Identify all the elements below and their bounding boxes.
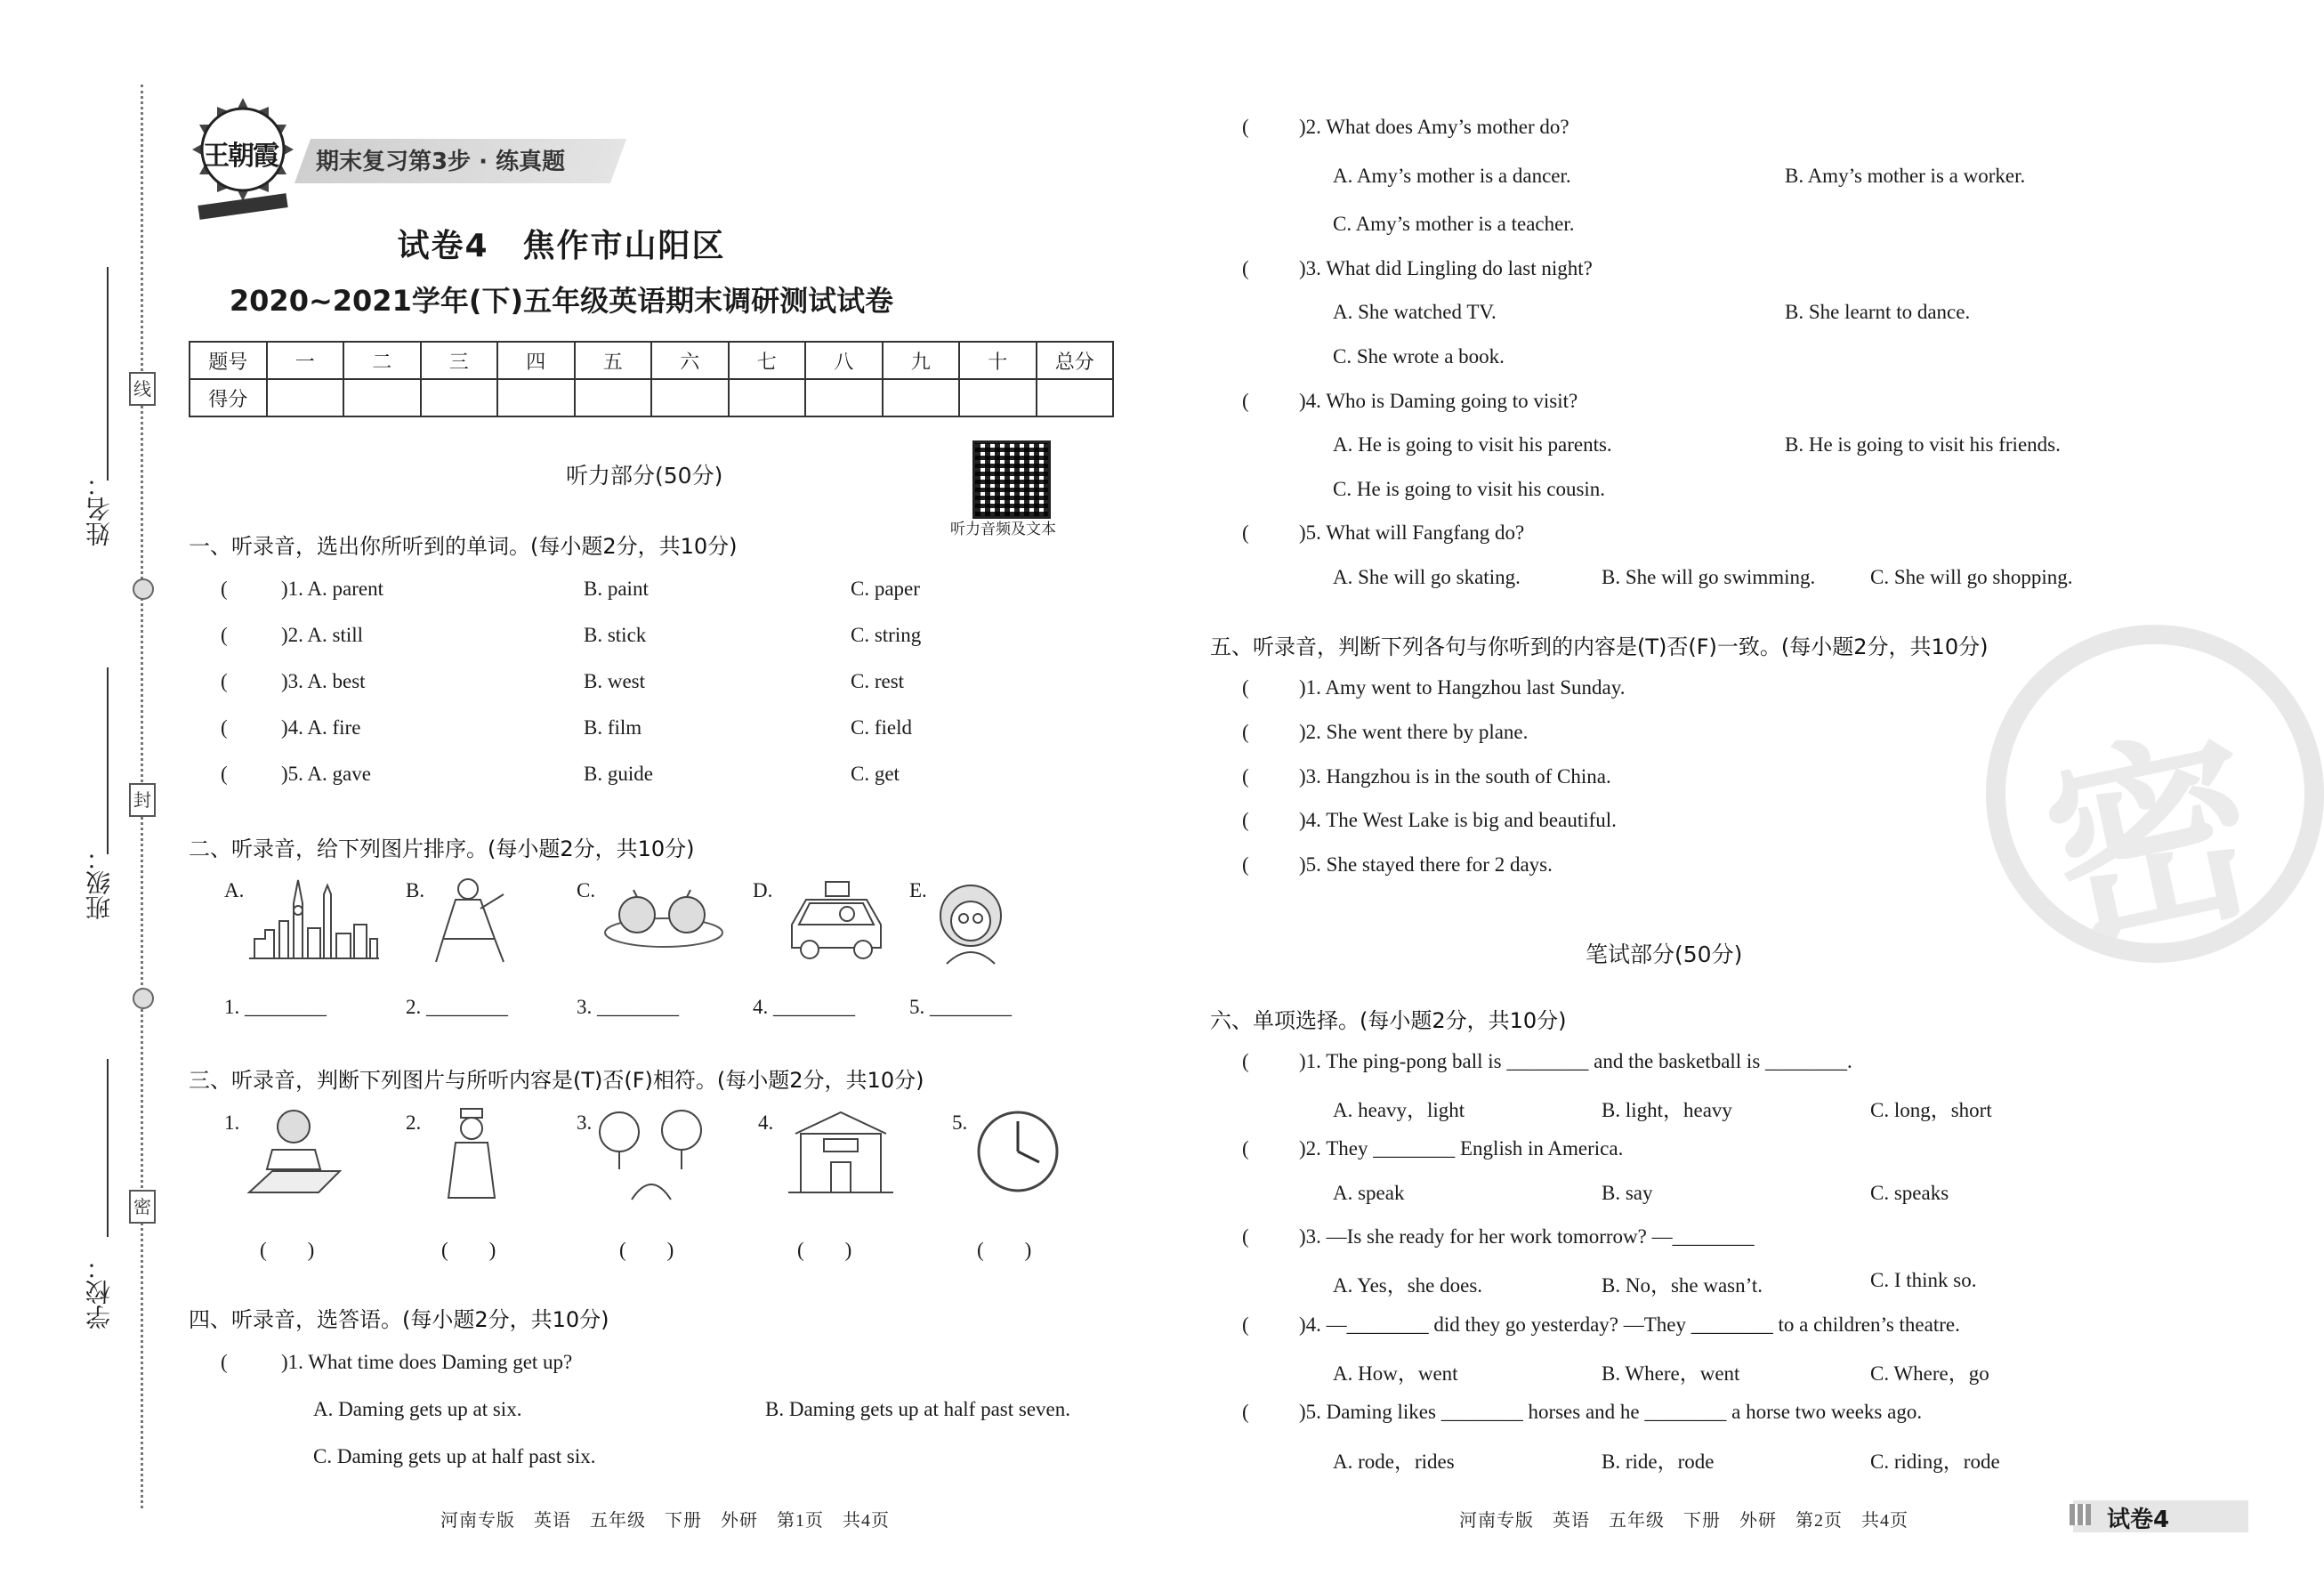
seal-char-line: 线 bbox=[129, 372, 156, 406]
s2-blank-3[interactable]: 3. ________ bbox=[577, 996, 679, 1018]
s2-letter-c: C. bbox=[577, 879, 596, 901]
score-input-cell[interactable] bbox=[805, 379, 883, 416]
s5-item-1: )1. Amy went to Hangzhou last Sunday. bbox=[1299, 676, 1626, 699]
exam-title: 试卷4 焦作市山阳区 bbox=[397, 228, 726, 264]
s3-answer-paren-3[interactable]: ( ) bbox=[619, 1239, 674, 1261]
s3-answer-paren-5[interactable]: ( ) bbox=[977, 1239, 1032, 1261]
s4-q5: )5. What will Fangfang do? bbox=[1299, 521, 1525, 544]
score-header-cell: 总分 bbox=[1037, 342, 1114, 379]
s4-q4-c: C. He is going to visit his cousin. bbox=[1333, 478, 1606, 500]
s3-answer-paren-1[interactable]: ( ) bbox=[260, 1239, 315, 1261]
qr-caption: 听力音频及文本 bbox=[950, 521, 1056, 537]
score-header-cell: 题号 bbox=[190, 342, 267, 379]
grandma-picture bbox=[931, 877, 1011, 966]
answer-paren[interactable]: ( bbox=[221, 763, 228, 785]
s2-letter-e: E. bbox=[909, 879, 927, 901]
s1-q3-c: C. rest bbox=[851, 670, 905, 692]
school-write-line bbox=[107, 1059, 109, 1237]
s6-q2-a: A. speak bbox=[1333, 1182, 1405, 1204]
s2-blank-5[interactable]: 5. ________ bbox=[909, 996, 1012, 1018]
s5-item-2: )2. She went there by plane. bbox=[1299, 721, 1529, 743]
s6-q4: )4. —________ did they go yesterday? —They ________ to a children’s theatre. bbox=[1299, 1313, 1960, 1336]
s3-number-1: 1. bbox=[224, 1111, 240, 1134]
score-input-cell[interactable] bbox=[421, 379, 498, 416]
s6-q4-a: A. How，went bbox=[1333, 1362, 1458, 1385]
s3-number-4: 4. bbox=[758, 1111, 774, 1134]
s6-q1-a: A. heavy，light bbox=[1333, 1099, 1465, 1121]
score-header-cell: 六 bbox=[651, 342, 729, 379]
answer-paren[interactable]: ( bbox=[1242, 1225, 1249, 1248]
clock-picture bbox=[973, 1107, 1062, 1196]
answer-paren[interactable]: ( bbox=[1242, 1313, 1249, 1336]
s1-q5: )5. A. gave bbox=[281, 763, 371, 785]
s4-q4-a: A. He is going to visit his parents. bbox=[1333, 433, 1612, 456]
s4-q1-b: B. Daming gets up at half past seven. bbox=[765, 1398, 1071, 1420]
logo-text: 王朝霞 bbox=[203, 141, 278, 172]
listening-part-title: 听力部分(50分) bbox=[566, 463, 723, 489]
s2-blank-4[interactable]: 4. ________ bbox=[753, 996, 855, 1018]
section4-title: 四、听录音，选答语。(每小题2分，共10分) bbox=[189, 1307, 609, 1332]
s4-q2-c: C. Amy’s mother is a teacher. bbox=[1333, 213, 1575, 235]
s4-q1-a: A. Daming gets up at six. bbox=[313, 1398, 522, 1420]
s6-q5-a: A. rode，rides bbox=[1333, 1451, 1455, 1473]
s4-q5-a: A. She will go skating. bbox=[1333, 566, 1521, 588]
score-input-cell[interactable] bbox=[343, 379, 421, 416]
answer-paren[interactable]: ( bbox=[1242, 116, 1249, 138]
s6-q5: )5. Daming likes ________ horses and he ________ a horse two weeks ago. bbox=[1299, 1401, 1923, 1423]
score-header-cell: 二 bbox=[343, 342, 421, 379]
s4-q5-b: B. She will go swimming. bbox=[1602, 566, 1816, 588]
section6-title: 六、单项选择。(每小题2分，共10分) bbox=[1210, 1008, 1567, 1033]
s4-q2-b: B. Amy’s mother is a worker. bbox=[1785, 165, 2026, 187]
s1-q2-b: B. stick bbox=[584, 624, 647, 646]
score-input-cell[interactable] bbox=[729, 379, 806, 416]
score-header-cell: 十 bbox=[959, 342, 1037, 379]
score-input-cell[interactable] bbox=[497, 379, 575, 416]
s1-q2-c: C. string bbox=[851, 624, 922, 646]
score-header-cell: 四 bbox=[497, 342, 575, 379]
s1-q5-b: B. guide bbox=[584, 763, 653, 785]
s1-q1-b: B. paint bbox=[584, 578, 649, 600]
score-table bbox=[189, 341, 1114, 417]
answer-paren[interactable]: ( bbox=[1242, 676, 1249, 699]
score-input-cell[interactable] bbox=[267, 379, 344, 416]
answer-paren[interactable]: ( bbox=[221, 624, 228, 646]
corner-paper-label: 试卷4 bbox=[2107, 1507, 2170, 1533]
score-header-cell: 三 bbox=[421, 342, 498, 379]
s6-q5-c: C. riding，rode bbox=[1870, 1451, 2000, 1473]
answer-paren[interactable]: ( bbox=[221, 670, 228, 692]
s4-q3: )3. What did Lingling do last night? bbox=[1299, 257, 1593, 279]
score-header-cell: 五 bbox=[575, 342, 652, 379]
exam-subtitle: 2020~2021学年(下)五年级英语期末调研测试试卷 bbox=[229, 284, 894, 318]
s2-letter-d: D. bbox=[753, 879, 773, 901]
answer-paren[interactable]: ( bbox=[1242, 809, 1249, 831]
score-header-cell: 九 bbox=[883, 342, 960, 379]
score-header-row bbox=[190, 342, 1113, 379]
score-input-cell[interactable] bbox=[883, 379, 960, 416]
s1-q4: )4. A. fire bbox=[281, 716, 361, 739]
city-skyline-picture bbox=[247, 877, 381, 962]
qr-code[interactable] bbox=[972, 440, 1051, 519]
answer-paren[interactable]: ( bbox=[1242, 390, 1249, 412]
s6-q3-b: B. No，she wasn’t. bbox=[1602, 1274, 1763, 1297]
class-write-line bbox=[107, 667, 109, 854]
score-header-cell: 一 bbox=[267, 342, 344, 379]
banner-text: 期末复习第3步 · 练真题 bbox=[316, 149, 566, 175]
s3-answer-paren-2[interactable]: ( ) bbox=[441, 1239, 496, 1261]
score-input-cell[interactable] bbox=[1037, 379, 1114, 416]
s6-q2-b: B. say bbox=[1602, 1182, 1653, 1204]
s6-q3-c: C. I think so. bbox=[1870, 1269, 1977, 1291]
writing-part-title: 笔试部分(50分) bbox=[1586, 941, 1743, 967]
answer-paren[interactable]: ( bbox=[1242, 521, 1249, 544]
binding-hole bbox=[133, 578, 154, 600]
score-input-cell[interactable] bbox=[959, 379, 1037, 416]
nurse-picture bbox=[436, 1107, 507, 1201]
score-input-cell[interactable] bbox=[651, 379, 729, 416]
taxi-driver-picture bbox=[783, 877, 890, 962]
s4-q5-c: C. She will go shopping. bbox=[1870, 566, 2073, 588]
s6-q1-b: B. light，heavy bbox=[1602, 1099, 1732, 1121]
watermark-char: 密 bbox=[2028, 704, 2278, 980]
section5-title: 五、听录音，判断下列各句与你听到的内容是(T)否(F)一致。(每小题2分，共10分) bbox=[1210, 634, 1989, 659]
s4-q1: )1. What time does Daming get up? bbox=[281, 1351, 573, 1373]
s4-q3-c: C. She wrote a book. bbox=[1333, 345, 1505, 368]
park-trees-picture bbox=[596, 1107, 706, 1200]
answer-paren[interactable]: ( bbox=[1242, 765, 1249, 788]
guide-person-picture bbox=[425, 877, 511, 966]
s1-q5-c: C. get bbox=[851, 763, 900, 785]
school-label: 学校： bbox=[85, 1255, 114, 1329]
s5-item-3: )3. Hangzhou is in the south of China. bbox=[1299, 765, 1611, 788]
s4-q3-b: B. She learnt to dance. bbox=[1785, 301, 1971, 323]
s2-blank-1[interactable]: 1. ________ bbox=[224, 996, 327, 1018]
s4-q4-b: B. He is going to visit his friends. bbox=[1785, 433, 2061, 456]
s5-item-4: )4. The West Lake is big and beautiful. bbox=[1299, 809, 1617, 831]
s1-q1: )1. A. parent bbox=[281, 578, 383, 600]
s4-q4: )4. Who is Daming going to visit? bbox=[1299, 390, 1578, 412]
answer-paren[interactable]: ( bbox=[221, 578, 228, 600]
s4-q1-c: C. Daming gets up at half past six. bbox=[313, 1445, 596, 1467]
section1-title: 一、听录音，选出你所听到的单词。(每小题2分，共10分) bbox=[189, 534, 738, 559]
s4-q2: )2. What does Amy’s mother do? bbox=[1299, 116, 1570, 138]
s1-q4-c: C. field bbox=[851, 716, 912, 739]
answer-paren[interactable]: ( bbox=[1242, 1401, 1249, 1423]
section3-title: 三、听录音，判断下列图片与所听内容是(T)否(F)相符。(每小题2分，共10分) bbox=[189, 1068, 924, 1093]
s1-q1-c: C. paper bbox=[851, 578, 920, 600]
answer-paren[interactable]: ( bbox=[1242, 1050, 1249, 1072]
brand-logo bbox=[176, 94, 310, 228]
class-label: 班级： bbox=[85, 845, 114, 920]
score-row-label: 得分 bbox=[190, 379, 267, 416]
answer-paren[interactable]: ( bbox=[1242, 853, 1249, 876]
seal-char-secret: 密 bbox=[129, 1190, 156, 1224]
answer-paren[interactable]: ( bbox=[1242, 257, 1249, 279]
s6-q1: )1. The ping-pong ball is ________ and the basketball is ________. bbox=[1299, 1050, 1852, 1072]
score-header-cell: 八 bbox=[805, 342, 883, 379]
s1-q4-b: B. film bbox=[584, 716, 642, 739]
answer-paren[interactable]: ( bbox=[1242, 721, 1249, 743]
s1-q2: )2. A. still bbox=[281, 624, 364, 646]
name-label: 姓名： bbox=[85, 472, 114, 546]
s1-q3: )3. A. best bbox=[281, 670, 366, 692]
s6-q5-b: B. ride，rode bbox=[1602, 1451, 1715, 1473]
s6-q3: )3. —Is she ready for her work tomorrow? —________ bbox=[1299, 1225, 1755, 1248]
s4-q3-a: A. She watched TV. bbox=[1333, 301, 1497, 323]
s6-q3-a: A. Yes，she does. bbox=[1333, 1274, 1483, 1297]
s6-q2-c: C. speaks bbox=[1870, 1182, 1949, 1204]
s3-answer-paren-4[interactable]: ( ) bbox=[797, 1239, 852, 1261]
s6-q4-c: C. Where，go bbox=[1870, 1362, 1989, 1385]
s1-q3-b: B. west bbox=[584, 670, 645, 692]
score-header-cell: 七 bbox=[729, 342, 806, 379]
s2-letter-b: B. bbox=[406, 879, 425, 901]
answer-paren[interactable]: ( bbox=[221, 1351, 228, 1373]
s6-q4-b: B. Where，went bbox=[1602, 1362, 1740, 1385]
s6-q2: )2. They ________ English in America. bbox=[1299, 1137, 1624, 1160]
score-input-cell[interactable] bbox=[575, 379, 652, 416]
answer-paren[interactable]: ( bbox=[1242, 1137, 1249, 1160]
s5-item-5: )5. She stayed there for 2 days. bbox=[1299, 853, 1553, 876]
boy-writing-picture bbox=[246, 1107, 343, 1196]
seal-char-seal: 封 bbox=[129, 783, 156, 817]
section2-title: 二、听录音，给下列图片排序。(每小题2分，共10分) bbox=[189, 836, 695, 861]
score-value-row bbox=[190, 379, 1113, 416]
footer-left: 河南专版 英语 五年级 下册 外研 第1页 共4页 bbox=[440, 1511, 890, 1531]
answer-paren[interactable]: ( bbox=[221, 716, 228, 739]
bookshop-picture bbox=[783, 1107, 899, 1196]
s2-blank-2[interactable]: 2. ________ bbox=[406, 996, 508, 1018]
s3-number-2: 2. bbox=[406, 1111, 422, 1134]
s3-number-3: 3. bbox=[577, 1111, 593, 1134]
s6-q1-c: C. long，short bbox=[1870, 1099, 1992, 1121]
s2-letter-a: A. bbox=[224, 879, 245, 901]
tomatoes-picture bbox=[601, 881, 726, 952]
footer-right: 河南专版 英语 五年级 下册 外研 第2页 共4页 bbox=[1459, 1511, 1908, 1531]
s4-q2-a: A. Amy’s mother is a dancer. bbox=[1333, 165, 1571, 187]
binding-hole bbox=[133, 988, 154, 1009]
corner-dots bbox=[2070, 1504, 2091, 1525]
s3-number-5: 5. bbox=[952, 1111, 968, 1134]
